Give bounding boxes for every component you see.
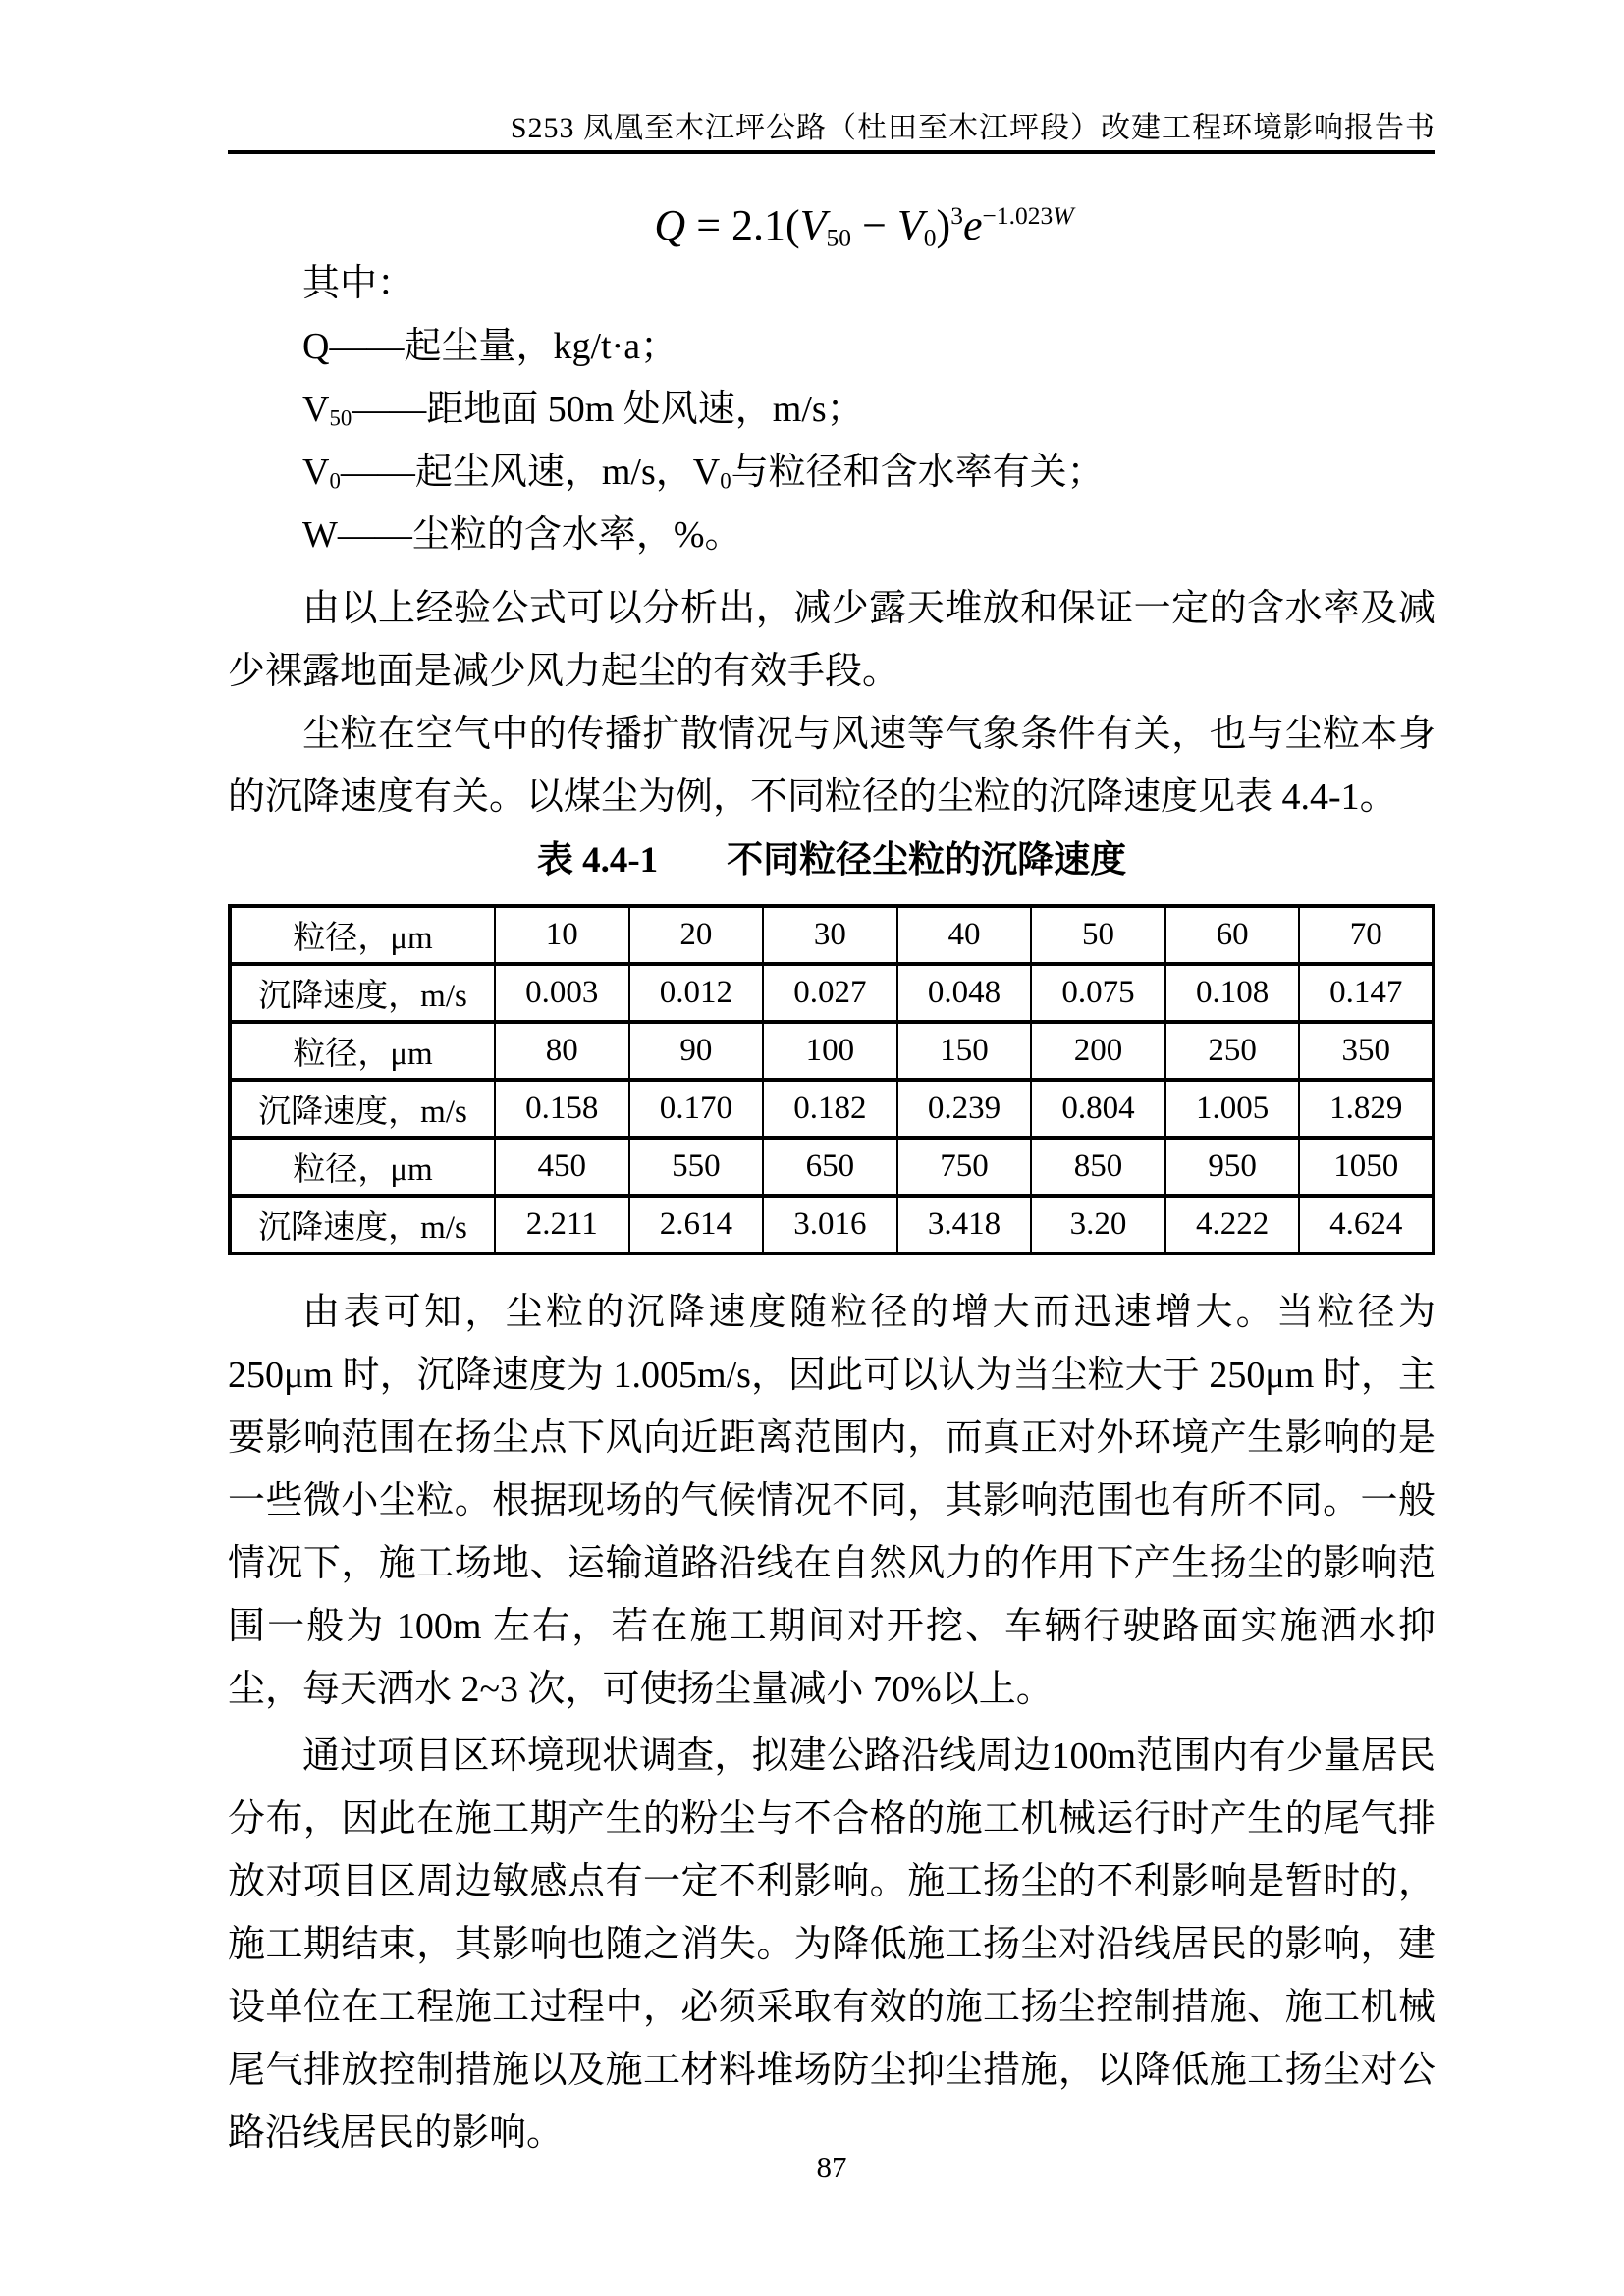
paragraph-3: 由表可知，尘粒的沉降速度随粒径的增大而迅速增大。当粒径为 250μm 时，沉降速度为 1.005m/s，因此可以认为当尘粒大于 250μm 时，主要影响范围在扬尘点下风向近距离范围内，而真正对外环境产生影响的是一些微小尘粒。根据现场的气候情况不同，其影响范围也有所不同。一般情况下，施工场地、运输道路沿线在自然风力的作用下产生扬尘的影响范围一般为 100m 左右，若在施工期间对开挖、车辆行驶路面实施洒水抑尘，每天洒水 2~3 次，可使扬尘量减小 70%以上。 [228, 1292, 1435, 1710]
value-cell: 0.158 [495, 1080, 629, 1138]
value-cell: 0.012 [629, 964, 764, 1022]
definition-v0-text-1: ——起尘风速，m/s， [340, 452, 693, 493]
value-cell: 250 [1165, 1022, 1300, 1080]
value-cell: 350 [1299, 1022, 1434, 1080]
table-row [230, 1138, 1434, 1196]
row-header-cell: 粒径，μm [230, 1138, 495, 1196]
value-cell: 90 [629, 1022, 764, 1080]
formula-v50: V [799, 201, 827, 249]
table-title [228, 828, 1435, 892]
value-cell: 1.005 [1165, 1080, 1300, 1138]
table-caption: 不同粒径尘粒的沉降速度 [727, 839, 1127, 880]
value-cell: 550 [629, 1138, 764, 1196]
value-cell: 150 [897, 1022, 1032, 1080]
value-cell: 950 [1165, 1138, 1300, 1196]
formula-v0-sub: 0 [923, 223, 937, 252]
value-cell: 80 [495, 1022, 629, 1080]
definition-v0-symbol-2: V [692, 452, 721, 493]
row-header-cell: 沉降速度，m/s [230, 964, 495, 1022]
formula-exponent-coeff: −1.023 [982, 201, 1054, 231]
table-row [230, 964, 1434, 1022]
value-cell: 0.239 [897, 1080, 1032, 1138]
formula-expression [654, 201, 1074, 252]
row-header-cell: 沉降速度，m/s [230, 1196, 495, 1254]
value-cell: 0.003 [495, 964, 629, 1022]
definition-v0-subscript: 0 [329, 468, 341, 494]
value-cell: 1050 [1299, 1138, 1434, 1196]
formula-close-paren: ) [936, 201, 951, 249]
paragraph-1: 由以上经验公式可以分析出，减少露天堆放和保证一定的含水率及减少裸露地面是减少风力起尘的有效手段。 [228, 588, 1435, 692]
value-cell: 2.614 [629, 1196, 764, 1254]
value-cell: 4.624 [1299, 1196, 1434, 1254]
value-cell: 200 [1031, 1022, 1165, 1080]
formula-e: e [962, 201, 983, 249]
value-cell: 0.170 [629, 1080, 764, 1138]
value-cell: 3.016 [763, 1196, 897, 1254]
value-cell: 0.147 [1299, 964, 1434, 1022]
value-cell: 50 [1031, 906, 1165, 964]
value-cell: 750 [897, 1138, 1032, 1196]
row-header-cell: 沉降速度，m/s [230, 1080, 495, 1138]
definition-v0-text-2: 与粒径和含水率有关； [731, 452, 1105, 493]
value-cell: 100 [763, 1022, 897, 1080]
formula-cube: 3 [950, 201, 963, 231]
table-row [230, 906, 1434, 964]
value-cell: 650 [763, 1138, 897, 1196]
symbol-definitions [228, 252, 1435, 566]
value-cell: 3.20 [1031, 1196, 1165, 1254]
formula-minus: − [851, 201, 897, 249]
formula-exponent-var: W [1053, 201, 1074, 231]
formula-q: Q [654, 201, 686, 249]
definition-v0-subscript-2: 0 [720, 468, 731, 494]
definition-v50 [228, 378, 1435, 441]
value-cell: 0.804 [1031, 1080, 1165, 1138]
page-header [228, 0, 1435, 154]
value-cell: 70 [1299, 906, 1434, 964]
definition-v0-symbol: V [302, 452, 330, 493]
value-cell: 450 [495, 1138, 629, 1196]
table-row [230, 1196, 1434, 1254]
value-cell: 3.418 [897, 1196, 1032, 1254]
definition-v50-text: ——距地面 50m 处风速，m/s； [352, 389, 864, 430]
table-label: 表 4.4-1 [536, 840, 659, 881]
formula-v50-sub: 50 [826, 223, 852, 252]
definition-v50-symbol: V [302, 389, 330, 430]
header-title: S253 凤凰至木江坪公路（杜田至木江坪段）改建工程环境影响报告书 [510, 112, 1435, 144]
formula-exponent [983, 201, 1074, 230]
value-cell: 30 [763, 906, 897, 964]
value-cell: 850 [1031, 1138, 1165, 1196]
paragraph-2: 尘粒在空气中的传播扩散情况与风速等气象条件有关，也与尘粒本身的沉降速度有关。以煤尘为例，不同粒径的尘粒的沉降速度见表 4.4-1。 [228, 714, 1435, 818]
paragraph-4: 通过项目区环境现状调查，拟建公路沿线周边100m范围内有少量居民分布，因此在施工期产生的粉尘与不合格的施工机械运行时产生的尾气排放对项目区周边敏感点有一定不利影响。施工扬尘的不利影响是暂时的，施工期结束，其影响也随之消失。为降低施工扬尘对沿线居民的影响，建设单位在工程施工过程中，必须采取有效的施工扬尘控制措施、施工机械尾气排放控制措施以及施工材料堆场防尘抑尘措施，以降低施工扬尘对公路沿线居民的影响。 [228, 1735, 1435, 2154]
settling-velocity-table [228, 904, 1435, 1255]
value-cell: 10 [495, 906, 629, 964]
definition-v0 [228, 441, 1435, 504]
value-cell: 0.108 [1165, 964, 1300, 1022]
table-row [230, 1022, 1434, 1080]
value-cell: 0.027 [763, 964, 897, 1022]
row-header-cell: 粒径，μm [230, 906, 495, 964]
dust-emission-formula [228, 199, 1435, 252]
row-header-cell: 粒径，μm [230, 1022, 495, 1080]
header-rule [228, 150, 1435, 154]
value-cell: 1.829 [1299, 1080, 1434, 1138]
value-cell: 4.222 [1165, 1196, 1300, 1254]
value-cell: 0.075 [1031, 964, 1165, 1022]
definition-q: Q——起尘量，kg/t·a； [302, 326, 678, 367]
value-cell: 0.048 [897, 964, 1032, 1022]
value-cell: 20 [629, 906, 764, 964]
formula-v0: V [896, 201, 924, 249]
table-row [230, 1080, 1434, 1138]
formula-equals: = 2.1( [685, 201, 800, 249]
definition-w: W——尘粒的含水率，%。 [302, 514, 742, 556]
definition-v50-subscript: 50 [329, 405, 352, 431]
value-cell: 0.182 [763, 1080, 897, 1138]
value-cell: 60 [1165, 906, 1300, 964]
value-cell: 2.211 [495, 1196, 629, 1254]
definition-intro: 其中： [302, 263, 415, 304]
value-cell: 40 [897, 906, 1032, 964]
page-number: 87 [816, 2150, 847, 2184]
